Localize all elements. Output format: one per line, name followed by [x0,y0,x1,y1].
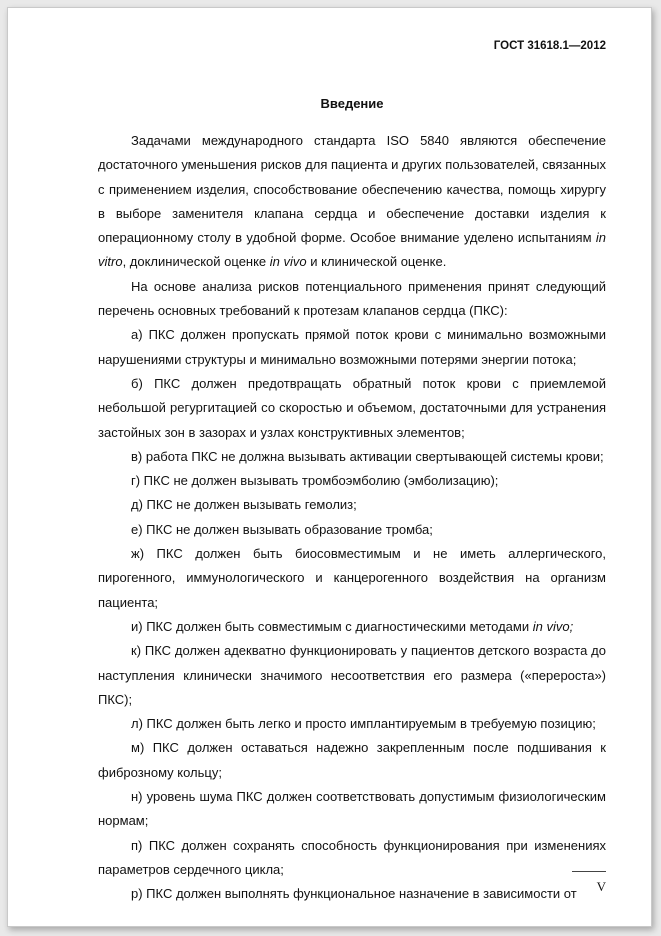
italic-text: in vivo [269,254,307,270]
italic-text: in vivo; [532,618,574,634]
paragraph [98,445,606,469]
paragraph [98,736,606,785]
text-segment: г) ПКС не должен вызывать тромбоэмболию (эмболизацию); [131,473,499,489]
paragraph [98,615,606,639]
text-segment: к) ПКС должен адекватно функционировать у пациентов детского возраста до наступления клинически значимого несоответствия его размера («перероста») ПКС); [98,643,606,707]
text-segment: ж) ПКС должен быть биосовместимым и не иметь аллергического, пирогенного, иммунологического и канцерогенного воздействия на организм пациента; [98,546,606,610]
text-segment: а) ПКС должен пропускать прямой поток крови с минимально возможными нарушениями структуры и минимально возможными потерями энергии потока; [98,327,606,367]
text-segment: Задачами международного стандарта ISO 5840 являются обеспечение достаточного уменьшения рисков для пациента и других пользователей, связанных с применением изделия, способствование обеспечению качества, помощь хирургу в выборе заменителя клапана сердца и обеспечение доставки изделия к операционному столу в удобной форме. Особое внимание уделено испытаниям [98,133,606,246]
text-segment: л) ПКС должен быть легко и просто имплантируемым в требуемую позицию; [131,716,596,732]
text-segment: д) ПКС не должен вызывать гемолиз; [131,497,357,513]
paragraph [98,542,606,615]
footer-rule [572,871,606,872]
paragraph [98,469,606,493]
paragraph [98,493,606,517]
paragraph [98,129,606,275]
text-segment: На основе анализа рисков потенциального применения принят следующий перечень основных требований к протезам клапанов сердца (ПКС): [98,278,606,319]
text-segment: и) ПКС должен быть совместимым с диагностическими методами [131,618,533,634]
page-title: Введение [320,96,384,111]
standard-number-header: ГОСТ 31618.1—2012 [493,40,606,52]
paragraph [98,712,606,736]
text-segment: , доклинической оценке [122,254,270,270]
paragraphs-container [98,129,606,907]
page-footer [572,871,606,896]
text-segment: б) ПКС должен предотвращать обратный поток крови с приемлемой небольшой регургитацией со скоростью и объемом, достаточными для устранения застойных зон в зазорах и узлах конструктивных элементов; [98,375,606,440]
paragraph [98,275,606,324]
paragraph [98,785,606,834]
paragraph [98,834,606,883]
text-segment: п) ПКС должен сохранять способность функционирования при изменениях параметров сердечного цикла; [98,837,606,877]
paragraph [98,639,606,712]
text-segment: н) уровень шума ПКС должен соответствовать допустимым физиологическим нормам; [98,789,606,829]
paragraph [98,372,606,445]
text-segment: в) работа ПКС не должна вызывать активации свертывающей системы крови; [131,448,604,464]
document-page [7,7,652,927]
page-number: V [596,879,606,894]
text-segment: р) ПКС должен выполнять функциональное назначение в зависимости от [131,886,577,902]
paragraph [98,882,606,906]
paragraph [98,518,606,542]
text-segment: е) ПКС не должен вызывать образование тромба; [131,521,433,537]
paragraph [98,323,606,372]
text-segment: и клинической оценке. [306,254,447,270]
italic-text: in vitro [98,230,606,270]
text-segment: м) ПКС должен оставаться надежно закрепленным после подшивания к фиброзному кольцу; [98,740,606,780]
